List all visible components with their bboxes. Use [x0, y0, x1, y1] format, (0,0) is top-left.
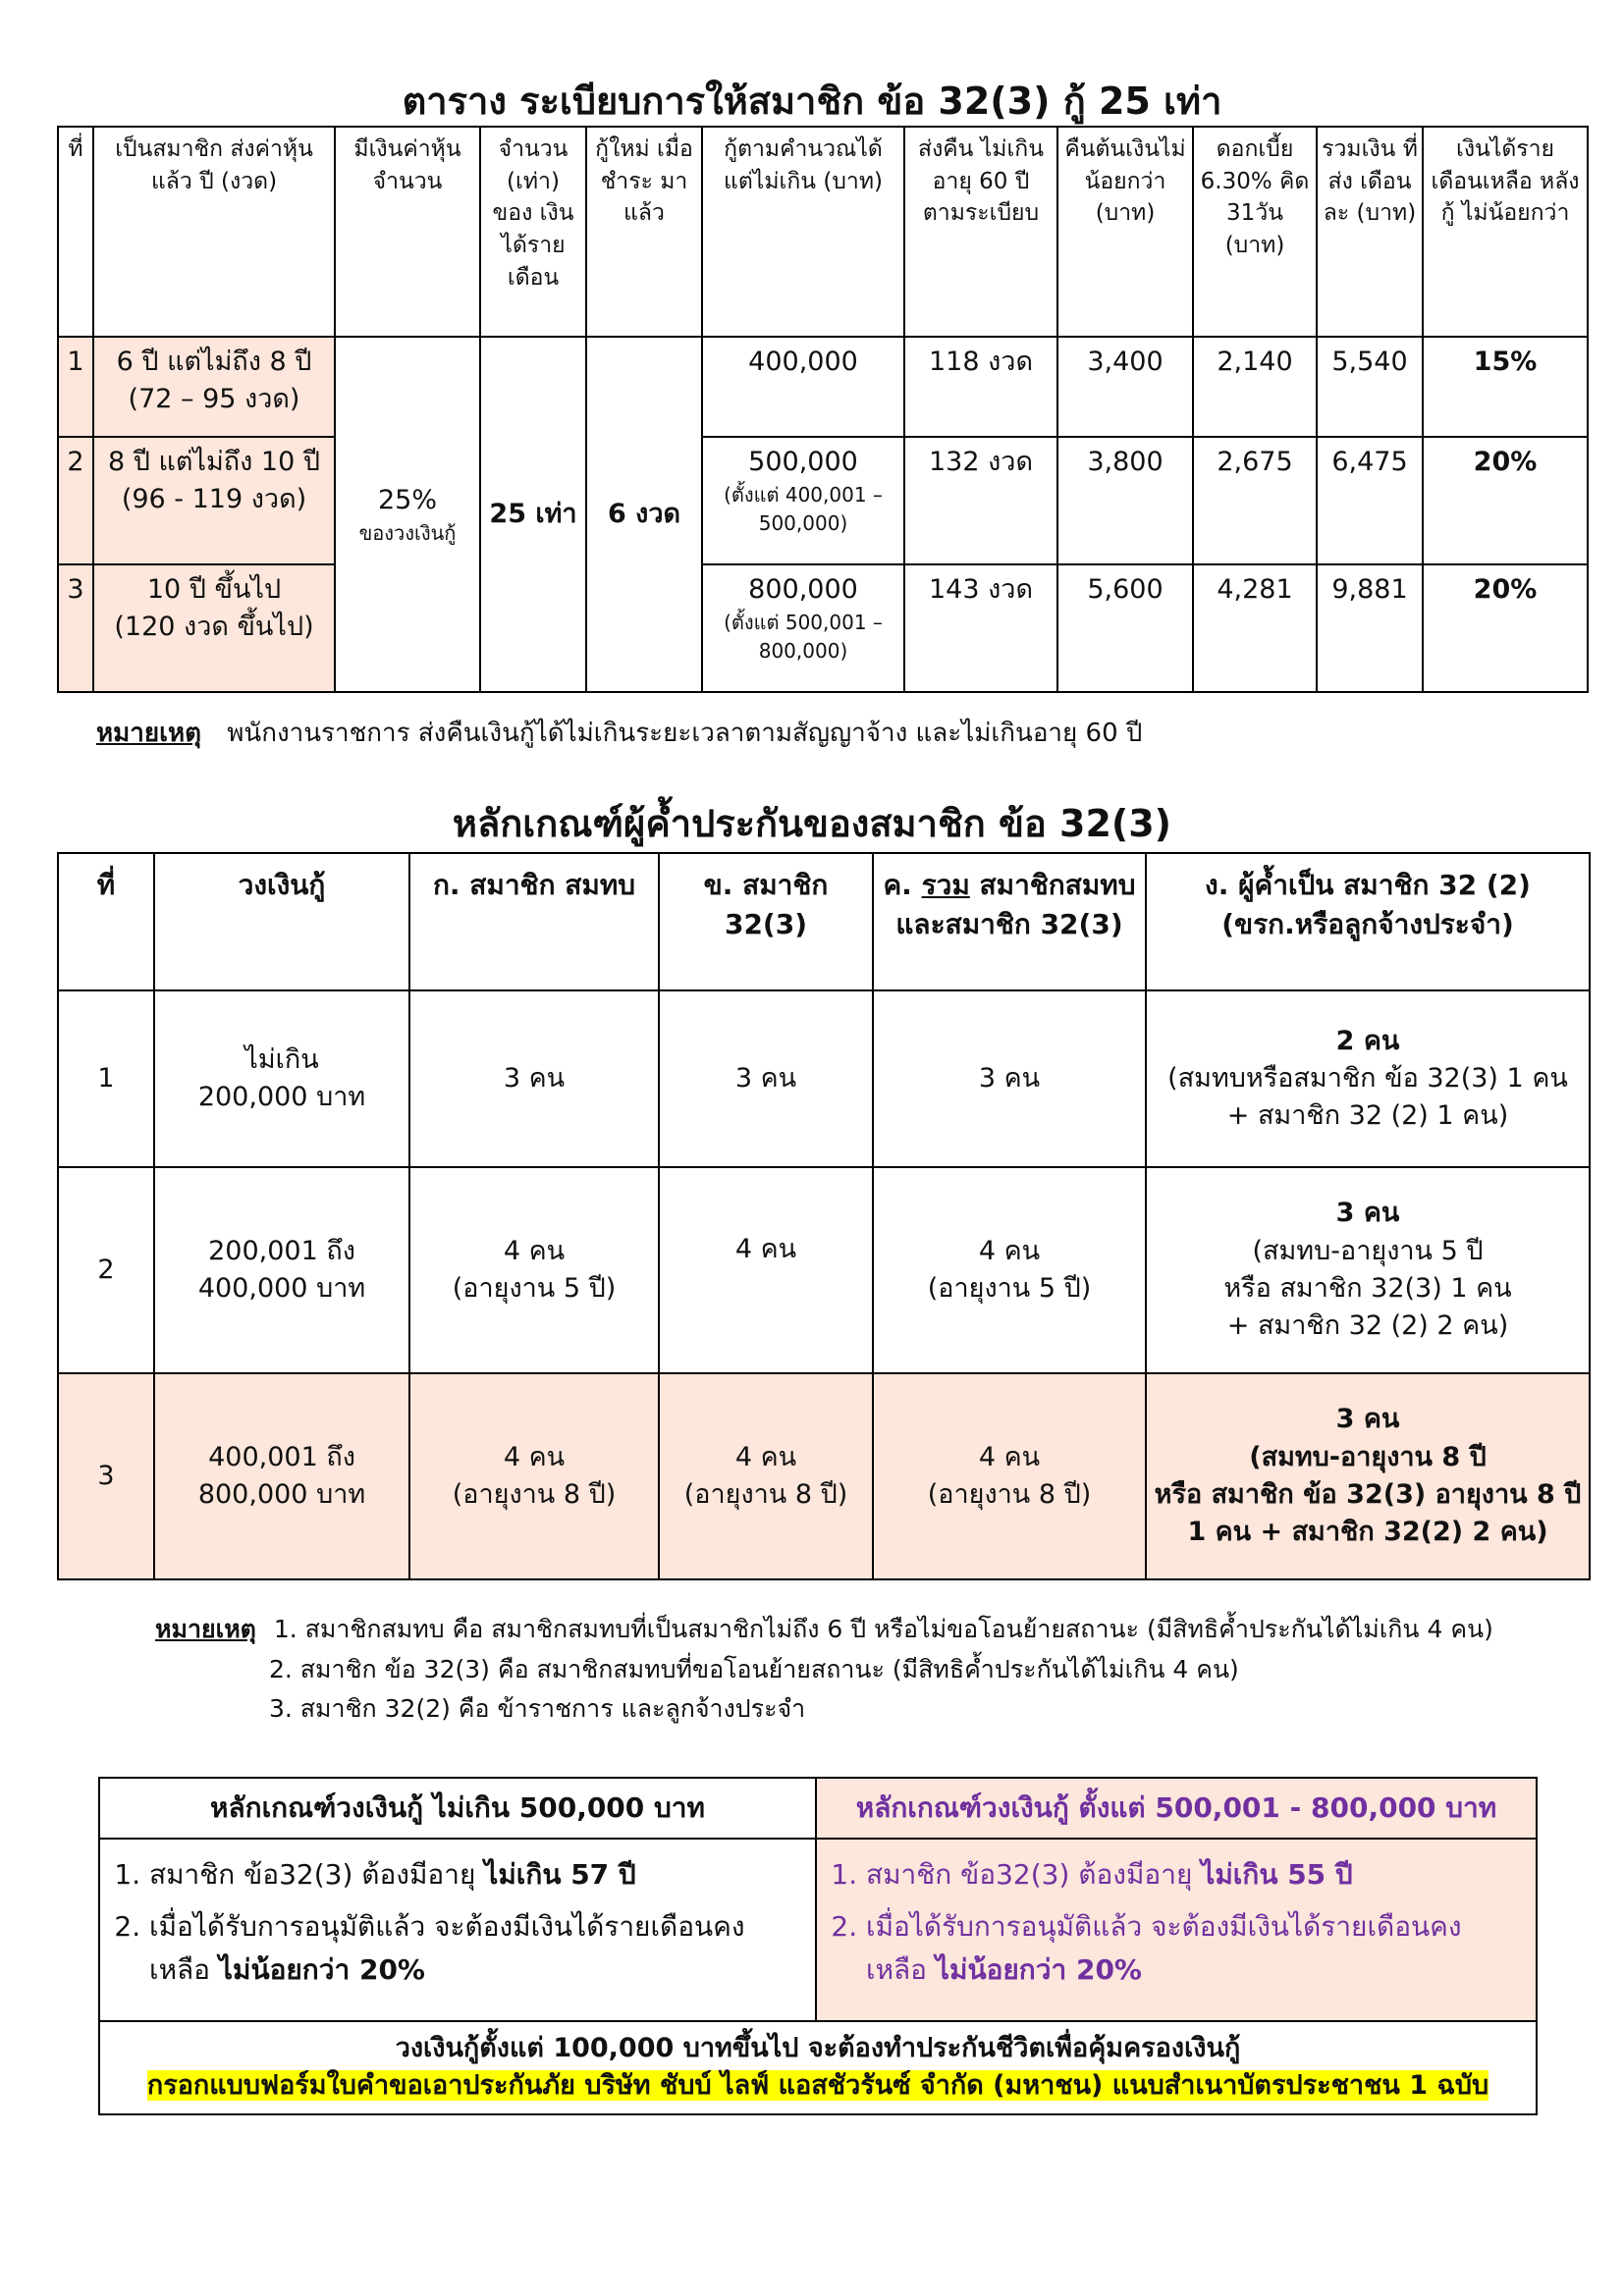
criteria-header-row [99, 1778, 1537, 1839]
row-c: 3 คน [873, 990, 1146, 1167]
table-row [58, 1373, 1590, 1579]
table-row [58, 337, 1588, 437]
row-term: 143 งวด [904, 564, 1057, 692]
header-interest: ดอกเบี้ย 6.30% คิด 31วัน (บาท) [1193, 127, 1317, 337]
criteria-right-body [816, 1839, 1537, 2021]
paid-before-cell: 6 งวด [586, 337, 702, 692]
table1-note [96, 713, 1142, 753]
row-d: 3 คน (สมทบ-อายุงาน 8 ปี หรือ สมาชิก ข้อ 32(3) อายุงาน 8 ปี 1 คน + สมาชิก 32(2) 2 คน) [1146, 1373, 1590, 1579]
header-shares: มีเงินค่าหุ้น จำนวน [335, 127, 480, 337]
multiple-cell: 25 เท่า [480, 337, 586, 692]
header-a: ก. สมาชิก สมทบ [409, 853, 659, 990]
shares-cell: 25% ของวงเงินกู้ [335, 337, 480, 692]
header-multiple: จำนวน (เท่า) ของ เงินได้ราย เดือน [480, 127, 586, 337]
row-a: 4 คน (อายุงาน 5 ปี) [409, 1167, 659, 1373]
row-no: 1 [58, 990, 154, 1167]
note-text: พนักงานราชการ ส่งคืนเงินกู้ได้ไม่เกินระยะเวลาตามสัญญาจ้าง และไม่เกินอายุ 60 ปี [227, 719, 1143, 748]
table1-title: ตาราง ระเบียบการให้สมาชิก ข้อ 32(3) กู้ 25 เท่า [402, 80, 1222, 123]
criteria-left-title: หลักเกณฑ์วงเงินกู้ ไม่เกิน 500,000 บาท [99, 1778, 816, 1839]
note-label: หมายเหตุ [155, 1615, 256, 1643]
guarantor-table [57, 852, 1591, 1580]
header-amount: วงเงินกู้ [154, 853, 409, 990]
row-member: 10 ปี ขึ้นไป (120 งวด ขึ้นไป) [93, 564, 335, 692]
header-term: ส่งคืน ไม่เกินอายุ 60 ปี ตามระเบียบ [904, 127, 1057, 337]
row-limit: 500,000 (ตั้งแต่ 400,001 – 500,000) [702, 437, 904, 564]
row-no: 2 [58, 437, 93, 564]
footer-line-2: กรอกแบบฟอร์มใบคำขอเอาประกันภัย บริษัท ชับบ์ ไลฟ์ แอสชัวรันซ์ จำกัด (มหาชน) แนบสำเนาบัตรประชาชน 1 ฉบับ [146, 2070, 1489, 2102]
row-term: 118 งวด [904, 337, 1057, 437]
header-remain: เงินได้ราย เดือนเหลือ หลังกู้ ไม่น้อยกว่า [1423, 127, 1588, 337]
loan-criteria-table [98, 1777, 1538, 2115]
row-no: 2 [58, 1167, 154, 1373]
note-label: หมายเหตุ [96, 719, 202, 748]
list-item: 1. สมาชิก ข้อ32(3) ต้องมีอายุ ไม่เกิน 55 ปี [866, 1853, 1522, 1896]
list-item: 2. เมื่อได้รับการอนุมัติแล้ว จะต้องมีเงินได้รายเดือนคงเหลือ ไม่น้อยกว่า 20% [866, 1905, 1522, 1991]
row-d: 2 คน (สมทบหรือสมาชิก ข้อ 32(3) 1 คน + สมาชิก 32 (2) 1 คน) [1146, 990, 1590, 1167]
row-amount: 400,001 ถึง 800,000 บาท [154, 1373, 409, 1579]
row-total: 9,881 [1317, 564, 1423, 692]
header-no: ที่ [58, 127, 93, 337]
row-limit: 800,000 (ตั้งแต่ 500,001 – 800,000) [702, 564, 904, 692]
row-amount: 200,001 ถึง 400,000 บาท [154, 1167, 409, 1373]
criteria-footer [99, 2021, 1537, 2114]
row-principal: 3,400 [1057, 337, 1193, 437]
table-row [58, 990, 1590, 1167]
row-total: 5,540 [1317, 337, 1423, 437]
header-c: ค. รวม สมาชิกสมทบ และสมาชิก 32(3) [873, 853, 1146, 990]
header-b: ข. สมาชิก 32(3) [659, 853, 873, 990]
row-a: 3 คน [409, 990, 659, 1167]
table2-header-row [58, 853, 1590, 990]
row-no: 3 [58, 564, 93, 692]
loan-rules-table [57, 126, 1589, 693]
row-c: 4 คน (อายุงาน 8 ปี) [873, 1373, 1146, 1579]
row-term: 132 งวด [904, 437, 1057, 564]
row-no: 3 [58, 1373, 154, 1579]
criteria-left-body [99, 1839, 816, 2021]
header-d: ง. ผู้ค้ำเป็น สมาชิก 32 (2) (ขรก.หรือลูกจ้างประจำ) [1146, 853, 1590, 990]
row-member: 6 ปี แต่ไม่ถึง 8 ปี (72 – 95 งวด) [93, 337, 335, 437]
header-no: ที่ [58, 853, 154, 990]
header-limit: กู้ตามคำนวณได้ แต่ไม่เกิน (บาท) [702, 127, 904, 337]
row-principal: 5,600 [1057, 564, 1193, 692]
row-no: 1 [58, 337, 93, 437]
table-row [58, 437, 1588, 564]
header-member: เป็นสมาชิก ส่งค่าหุ้นแล้ว ปี (งวด) [93, 127, 335, 337]
row-b: 3 คน [659, 990, 873, 1167]
row-interest: 2,140 [1193, 337, 1317, 437]
row-interest: 4,281 [1193, 564, 1317, 692]
row-b: 4 คน (อายุงาน 8 ปี) [659, 1373, 873, 1579]
note-2: 2. สมาชิก ข้อ 32(3) คือ สมาชิกสมทบที่ขอโอนย้ายสถานะ (มีสิทธิค้ำประกันได้ไม่เกิน 4 คน) [269, 1654, 1239, 1683]
row-a: 4 คน (อายุงาน 8 ปี) [409, 1373, 659, 1579]
row-interest: 2,675 [1193, 437, 1317, 564]
row-amount: ไม่เกิน 200,000 บาท [154, 990, 409, 1167]
table1-header-row [58, 127, 1588, 337]
row-b: 4 คน [659, 1167, 873, 1373]
row-d: 3 คน (สมทบ-อายุงาน 5 ปี หรือ สมาชิก 32(3) 1 คน + สมาชิก 32 (2) 2 คน) [1146, 1167, 1590, 1373]
note-1: 1. สมาชิกสมทบ คือ สมาชิกสมทบที่เป็นสมาชิกไม่ถึง 6 ปี หรือไม่ขอโอนย้ายสถานะ (มีสิทธิค้ำประกันได้ไม่เกิน 4 คน) [273, 1615, 1493, 1643]
row-total: 6,475 [1317, 437, 1423, 564]
table-row [58, 564, 1588, 692]
footer-line-1: วงเงินกู้ตั้งแต่ 100,000 บาทขึ้นไป จะต้องทำประกันชีวิตเพื่อคุ้มครองเงินกู้ [395, 2033, 1241, 2063]
row-remain: 15% [1423, 337, 1588, 437]
table-row [58, 1167, 1590, 1373]
row-remain: 20% [1423, 437, 1588, 564]
header-paid-before: กู้ใหม่ เมื่อ ชำระ มาแล้ว [586, 127, 702, 337]
criteria-right-title: หลักเกณฑ์วงเงินกู้ ตั้งแต่ 500,001 - 800,000 บาท [816, 1778, 1537, 1839]
table2-notes [155, 1610, 1493, 1730]
table2-title: หลักเกณฑ์ผู้ค้ำประกันของสมาชิก ข้อ 32(3) [452, 802, 1172, 845]
row-principal: 3,800 [1057, 437, 1193, 564]
criteria-footer-row [99, 2021, 1537, 2114]
list-item: 1. สมาชิก ข้อ32(3) ต้องมีอายุ ไม่เกิน 57 ปี [149, 1853, 801, 1896]
row-remain: 20% [1423, 564, 1588, 692]
header-principal: คืนต้นเงินไม่ น้อยกว่า (บาท) [1057, 127, 1193, 337]
row-limit: 400,000 [702, 337, 904, 437]
note-3: 3. สมาชิก 32(2) คือ ข้าราชการ และลูกจ้างประจำ [269, 1694, 806, 1723]
row-member: 8 ปี แต่ไม่ถึง 10 ปี (96 - 119 งวด) [93, 437, 335, 564]
criteria-body-row [99, 1839, 1537, 2021]
header-total: รวมเงิน ที่ส่ง เดือนละ (บาท) [1317, 127, 1423, 337]
row-c: 4 คน (อายุงาน 5 ปี) [873, 1167, 1146, 1373]
list-item: 2. เมื่อได้รับการอนุมัติแล้ว จะต้องมีเงินได้รายเดือนคงเหลือ ไม่น้อยกว่า 20% [149, 1905, 801, 1991]
